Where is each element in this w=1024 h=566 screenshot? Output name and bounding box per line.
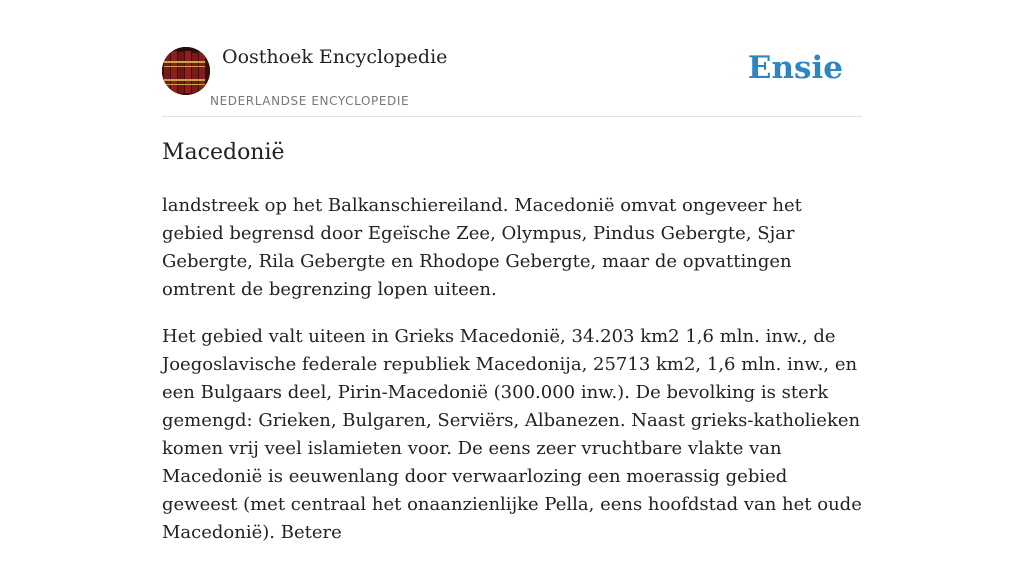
article-paragraph: landstreek op het Balkanschiereiland. Macedonië omvat ongeveer het gebied begrensd door Egeïsche Zee, Olympus, Pindus Gebergte, Sjar Gebergte, Rila Gebergte en Rhodope Gebergte, maar de opvattingen omtrent de begrenzing lopen uiteen. [162, 195, 802, 300]
article-body [162, 192, 862, 566]
article-paragraph: Het gebied valt uiteen in Grieks Macedonië, 34.203 km2 1,6 mln. inw., de Joegoslavische federale republiek Macedonija, 25713 km2, 1,6 mln. inw., en een Bulgaars deel, Pirin-Macedonië (300.000 inw.). De bevolking is sterk gemengd: Grieken, Bulgaren, Serviërs, Albanezen. Naast grieks-katholieken komen vrij veel islamieten voor. De eens zeer vruchtbare vlakte van Macedonië is eeuwenlang door verwaarlozing een moerassig gebied geweest (met centraal het onaanzienlijke Pella, eens hoofdstad van het oude Macedonië). Betere [162, 326, 862, 543]
brand-logo[interactable]: Ensie [747, 50, 843, 86]
book-spines-icon [162, 47, 210, 95]
publication-header [162, 0, 862, 117]
article-title: Macedonië [162, 140, 285, 165]
publication-avatar[interactable] [162, 47, 210, 95]
publication-name[interactable]: Oosthoek Encyclopedie [222, 46, 448, 68]
publication-subtitle: NEDERLANDSE ENCYCLOPEDIE [210, 94, 410, 108]
page [162, 0, 862, 543]
